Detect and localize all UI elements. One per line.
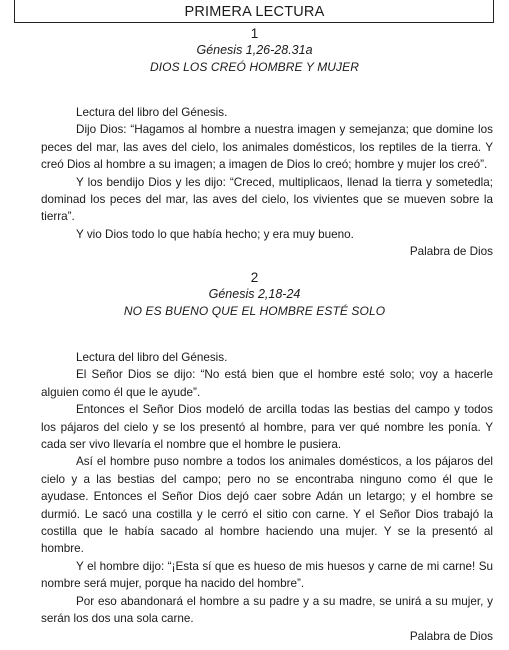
reading-paragraph: El Señor Dios se dijo: “No está bien que el hombre esté solo; voy a hacerle alguien como él que le ayude”. — [41, 368, 493, 399]
reading-2-body — [41, 349, 493, 645]
reading-number: 2 — [250, 270, 259, 285]
reading-subtitle: DIOS LOS CREÓ HOMBRE Y MUJER — [149, 60, 360, 74]
reading-paragraph: Dijo Dios: “Hagamos al hombre a nuestra imagen y semejanza; que domine los peces del mar, las aves del cielo, los animales domésticos, los reptiles de la tierra. Y creó Dios al hombre a su imagen; a imagen de Dios lo creó; hombre y mujer los creó”. — [41, 123, 493, 172]
reading-closing: Palabra de Dios — [409, 629, 493, 643]
reading-paragraph: Entonces el Señor Dios modeló de arcilla todas las bestias del campo y todos los pájaros del cielo y se los presentó al hombre, para ver qué nombre les ponía. Y cada ser vivo llevaría el nombre que el hombre le pusiera. — [41, 403, 493, 452]
reading-number: 1 — [250, 26, 259, 41]
reading-reference: Génesis 1,26-28.31a — [196, 43, 313, 57]
reading-subtitle: NO ES BUENO QUE EL HOMBRE ESTÉ SOLO — [123, 304, 386, 318]
reading-paragraph: Y el hombre dijo: “¡Esta sí que es hueso de mis huesos y carne de mi carne! Su nombre será mujer, porque ha nacido del hombre”. — [41, 559, 493, 591]
reading-2-heading — [0, 270, 509, 320]
reading-paragraph: Y los bendijo Dios y les dijo: “Creced, multiplicaos, llenad la tierra y sometedla; dominad los peces del mar, las aves del cielo, los vivientes que se mueven sobre la tierra”. — [41, 175, 493, 224]
reading-1-body — [41, 104, 493, 261]
reading-intro: Lectura del libro del Génesis. — [76, 351, 228, 364]
reading-1-heading — [0, 26, 509, 76]
reading-paragraph: Y vio Dios todo lo que había hecho; y era muy bueno. — [76, 227, 354, 241]
page-title: PRIMERA LECTURA — [184, 4, 325, 20]
reading-paragraph: Así el hombre puso nombre a todos los animales domésticos, a los pájaros del cielo y a las bestias del campo; pero no se encontraba ninguno como él que le ayudase. Entonces el Señor Dios dejó caer sobre Adán un letargo; y el hombre se durmió. Le sacó una costilla y le cerró el sitio con carne. Y el Señor Dios trabajó la costilla que le había sacado al hombre haciendo una mujer. Y se la presentó al hombre. — [41, 455, 493, 556]
reading-reference: Génesis 2,18-24 — [208, 287, 301, 301]
reading-intro: Lectura del libro del Génesis. — [76, 106, 228, 119]
reading-paragraph: Por eso abandonará el hombre a su padre y a su madre, se unirá a su mujer, y serán los dos una sola carne. — [41, 594, 493, 626]
reading-closing: Palabra de Dios — [409, 245, 493, 259]
